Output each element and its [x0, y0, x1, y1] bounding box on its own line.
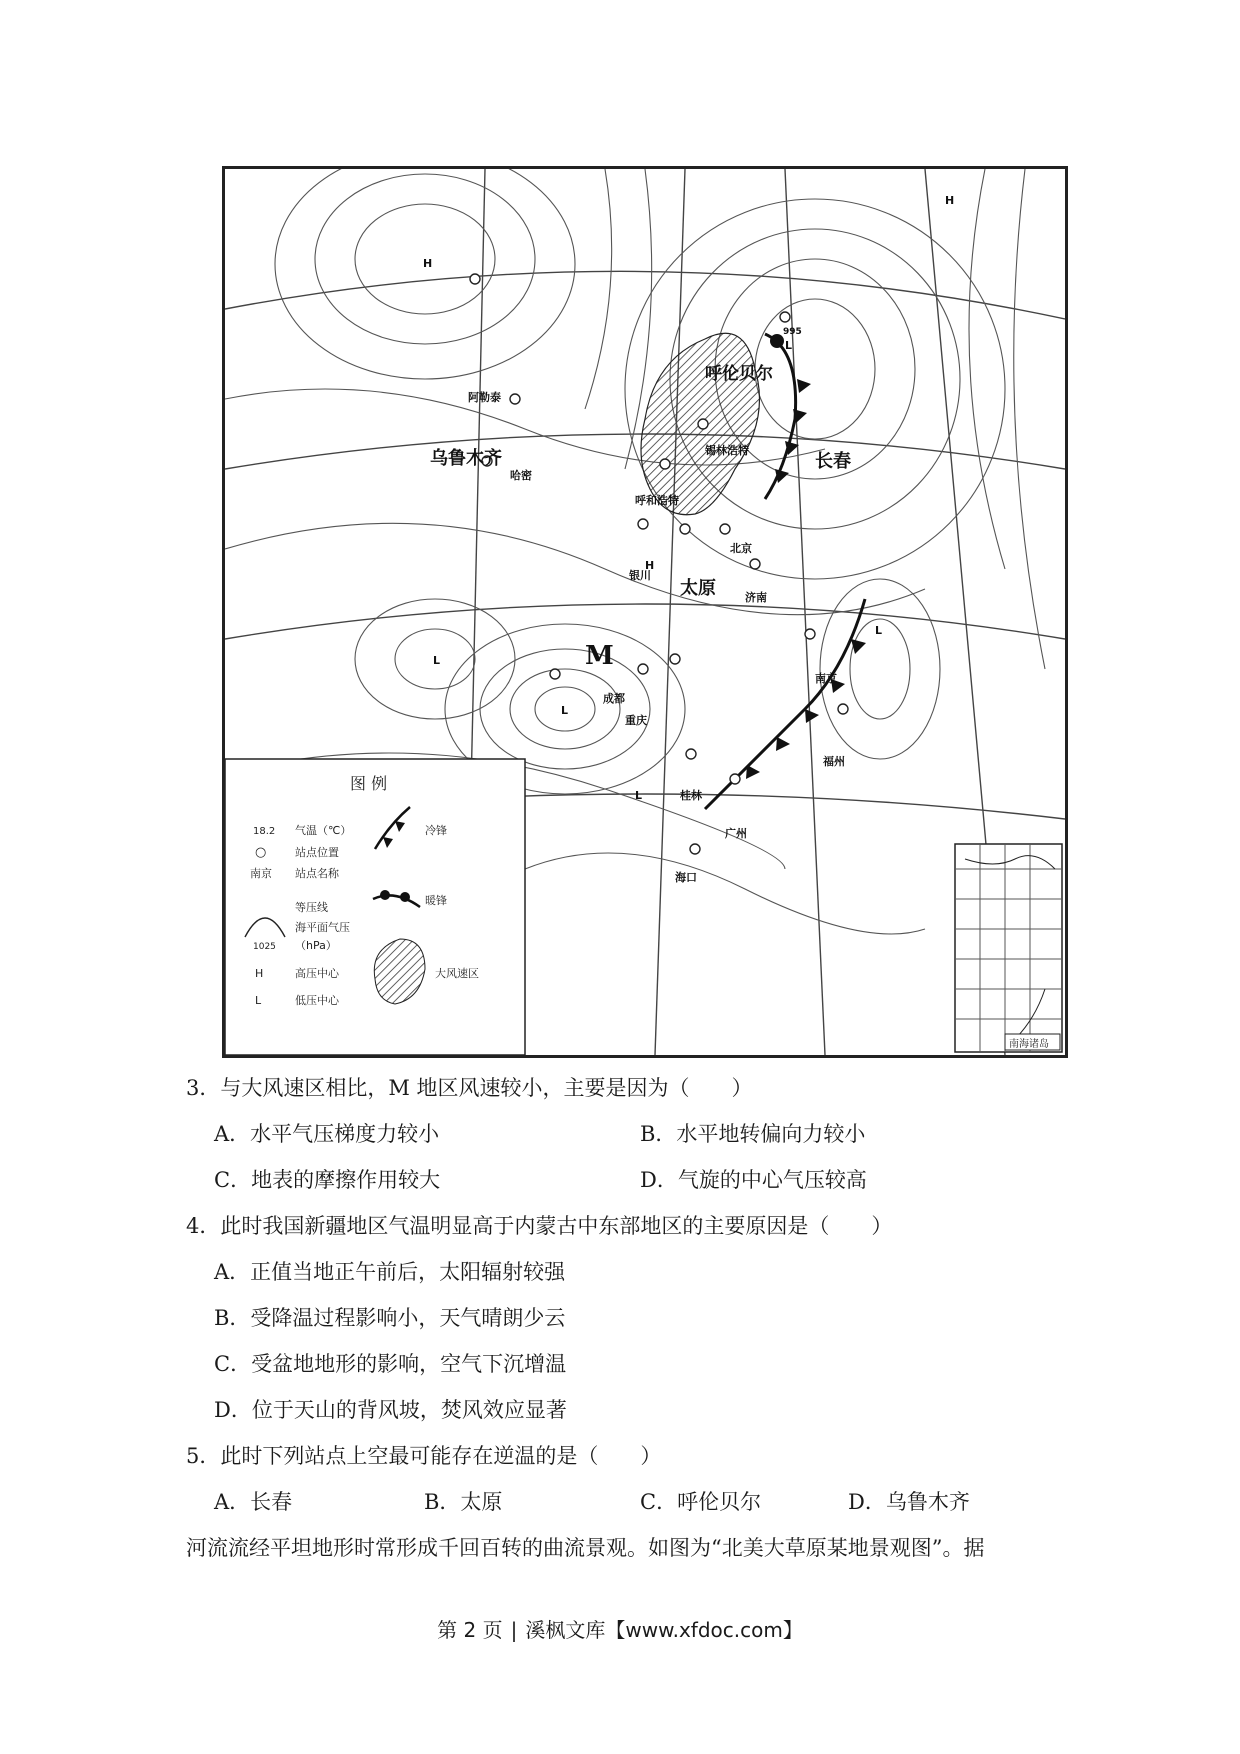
question-5-stem: 5．此时下列站点上空最可能存在逆温的是（ ） — [186, 1444, 662, 1468]
label-changchun: 长春 — [815, 451, 851, 472]
label-hulunbeier: 呼伦贝尔 — [705, 364, 773, 384]
label-wulumuqi: 乌鲁木齐 — [430, 448, 502, 469]
legend-low-symbol: L — [255, 994, 262, 1007]
low-center-4: L — [635, 789, 643, 802]
warm-front-semicircle — [770, 334, 784, 348]
legend-high-label: 高压中心 — [295, 967, 339, 980]
label-fuzhou: 福州 — [823, 755, 845, 768]
legend-isobar-sub2: （hPa） — [295, 939, 337, 952]
region-m-label: M — [585, 641, 614, 671]
high-center-2: H — [945, 194, 955, 207]
label-aletai: 阿勒泰 — [468, 391, 501, 404]
question-4-option-a: A．正值当地正午前后，太阳辐射较强 — [214, 1260, 566, 1284]
pressure-value-label: 995 — [783, 327, 802, 337]
question-3-option-a: A．水平气压梯度力较小 — [214, 1122, 440, 1146]
question-5-option-b: B．太原 — [424, 1490, 503, 1514]
question-3-option-d: D．气旋的中心气压较高 — [640, 1168, 867, 1192]
legend-isobar-label: 等压线 — [295, 901, 328, 914]
label-guangzhou: 广州 — [725, 827, 747, 840]
legend-temp-label: 气温（℃） — [295, 824, 352, 837]
question-4-option-b: B．受降温过程影响小，天气晴朗少云 — [214, 1306, 566, 1330]
map-legend — [225, 759, 525, 1055]
question-3-option-c: C．地表的摩擦作用较大 — [214, 1168, 441, 1192]
high-center-3: H — [645, 559, 655, 572]
legend-gale-label: 大风速区 — [435, 967, 479, 980]
question-5-option-c: C．呼伦贝尔 — [640, 1490, 762, 1514]
question-4-option-d: D．位于天山的背风坡，焚风效应显著 — [214, 1398, 567, 1422]
high-center-1: H — [423, 257, 433, 270]
question-4-option-c: C．受盆地地形的影响，空气下沉增温 — [214, 1352, 567, 1376]
legend-station-label: 站点位置 — [295, 846, 339, 859]
question-5-option-a: A．长春 — [214, 1490, 293, 1514]
legend-low-label: 低压中心 — [295, 994, 339, 1007]
low-center-2: L — [561, 704, 569, 717]
inset-label: 南海诸岛 — [1009, 1039, 1049, 1050]
weather-map-figure — [222, 166, 1068, 1058]
legend-warm-front-label: 暖锋 — [425, 894, 447, 907]
label-guilin: 桂林 — [680, 789, 702, 802]
legend-isobar-value: 1025 — [253, 942, 276, 952]
low-center-1: L — [433, 654, 441, 667]
footer-separator: | — [510, 1618, 518, 1642]
legend-isobar-sub1: 海平面气压 — [295, 921, 350, 934]
footer-page-number: 第 2 页 — [437, 1618, 503, 1642]
label-yinchuan: 银川 — [629, 569, 651, 582]
question-3-option-b: B．水平地转偏向力较小 — [640, 1122, 866, 1146]
legend-temp-value: 18.2 — [253, 826, 276, 837]
footer-library[interactable]: 溪枫文库【www.xfdoc.com】 — [525, 1618, 803, 1642]
label-taiyuan: 太原 — [680, 578, 716, 599]
legend-name-sample: 南京 — [250, 867, 272, 880]
label-xilinhaote: 锡林浩特 — [705, 444, 749, 457]
legend-title: 图 例 — [350, 774, 388, 793]
label-hami: 哈密 — [510, 469, 532, 482]
question-5-option-d: D．乌鲁木齐 — [848, 1490, 970, 1514]
label-jinan: 济南 — [745, 591, 767, 604]
low-center-5: L — [785, 339, 793, 352]
legend-cold-front-label: 冷锋 — [425, 824, 447, 837]
label-chongqing: 重庆 — [625, 714, 647, 727]
label-chengdu: 成都 — [603, 692, 625, 705]
label-beijing: 北京 — [730, 542, 752, 555]
weather-map-svg — [225, 169, 1065, 1055]
legend-name-label: 站点名称 — [295, 867, 339, 880]
south-china-sea-inset — [955, 844, 1062, 1052]
page-footer — [0, 1614, 1240, 1643]
station-markers — [470, 274, 848, 854]
label-nanjing: 南京 — [815, 672, 837, 685]
legend-station-symbol: ○ — [255, 845, 267, 860]
question-4-stem: 4．此时我国新疆地区气温明显高于内蒙古中东部地区的主要原因是（ ） — [186, 1214, 893, 1238]
label-haikou: 海口 — [675, 871, 697, 884]
low-center-3: L — [875, 624, 883, 637]
label-huhehaote: 呼和浩特 — [635, 494, 679, 507]
legend-high-symbol: H — [255, 967, 264, 980]
question-3-stem: 3．与大风速区相比，M 地区风速较小，主要是因为（ ） — [186, 1076, 753, 1100]
next-paragraph: 河流流经平坦地形时常形成千回百转的曲流景观。如图为“北美大草原某地景观图”。据 — [186, 1536, 985, 1560]
